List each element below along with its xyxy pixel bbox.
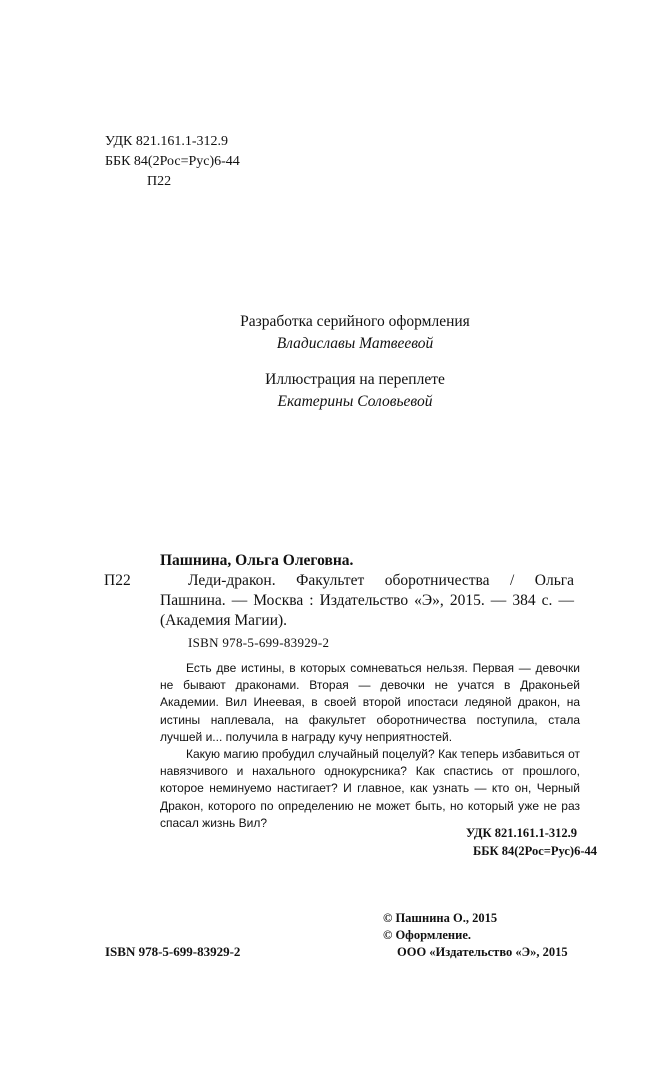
catalog-isbn: ISBN 978-5-699-83929-2: [188, 635, 330, 650]
catalog-author: Пашнина, Ольга Олеговна.: [160, 552, 354, 569]
series-design-label: Разработка серийного оформления: [240, 313, 470, 330]
bbk-code-top: ББК 84(2Рос=Рус)6-44: [105, 154, 240, 169]
illustration-label: Иллюстрация на переплете: [265, 371, 445, 388]
series-design-credit: [150, 311, 560, 355]
udk-code-bottom: УДК 821.161.1-312.9: [466, 826, 577, 840]
copyright-author: © Пашнина О., 2015: [383, 911, 498, 925]
bbk-code-bottom: ББК 84(2Рос=Рус)6-44: [473, 844, 597, 858]
annotation-paragraph-2: Какую магию пробудил случайный поцелуй? Как теперь избавиться от навязчивого и нахального однокурсника? Как спастись от прошлого, которое неминуемо настигает? И главное, как узнать — кто он, Черный Дракон, которого по определению не может быть, но который уже не раз спасал жизнь Вил?: [160, 747, 580, 830]
isbn-bottom: ISBN 978-5-699-83929-2: [105, 944, 241, 959]
copyright-publisher: ООО «Издательство «Э», 2015: [397, 945, 568, 959]
catalog-author-mark: П22: [104, 572, 131, 589]
illustration-name: Екатерины Соловьевой: [277, 393, 433, 410]
annotation: [160, 660, 580, 832]
author-mark-top: П22: [147, 174, 172, 189]
annotation-paragraph-1: Есть две истины, в которых сомневаться нельзя. Первая — девочки не бывают драконами. Вторая — девочки не учатся в Драконьей Академии. Вил Инеевая, в своей второй ипостаси ледяной дракон, на истины наплевала, на факультет оборотничества поступила, стала лучшей и... получила в награду кучу неприятностей.: [160, 661, 580, 744]
catalog-description: Леди-дракон. Факультет оборотничества / Ольга Пашнина. — Москва : Издательство «Э», 2015. — 384 с. — (Академия Магии).: [160, 572, 574, 629]
illustration-credit: [150, 369, 560, 413]
series-design-name: Владиславы Матвеевой: [276, 335, 434, 352]
udk-code-top: УДК 821.161.1-312.9: [105, 134, 229, 149]
copyright-design: © Оформление.: [383, 928, 472, 942]
